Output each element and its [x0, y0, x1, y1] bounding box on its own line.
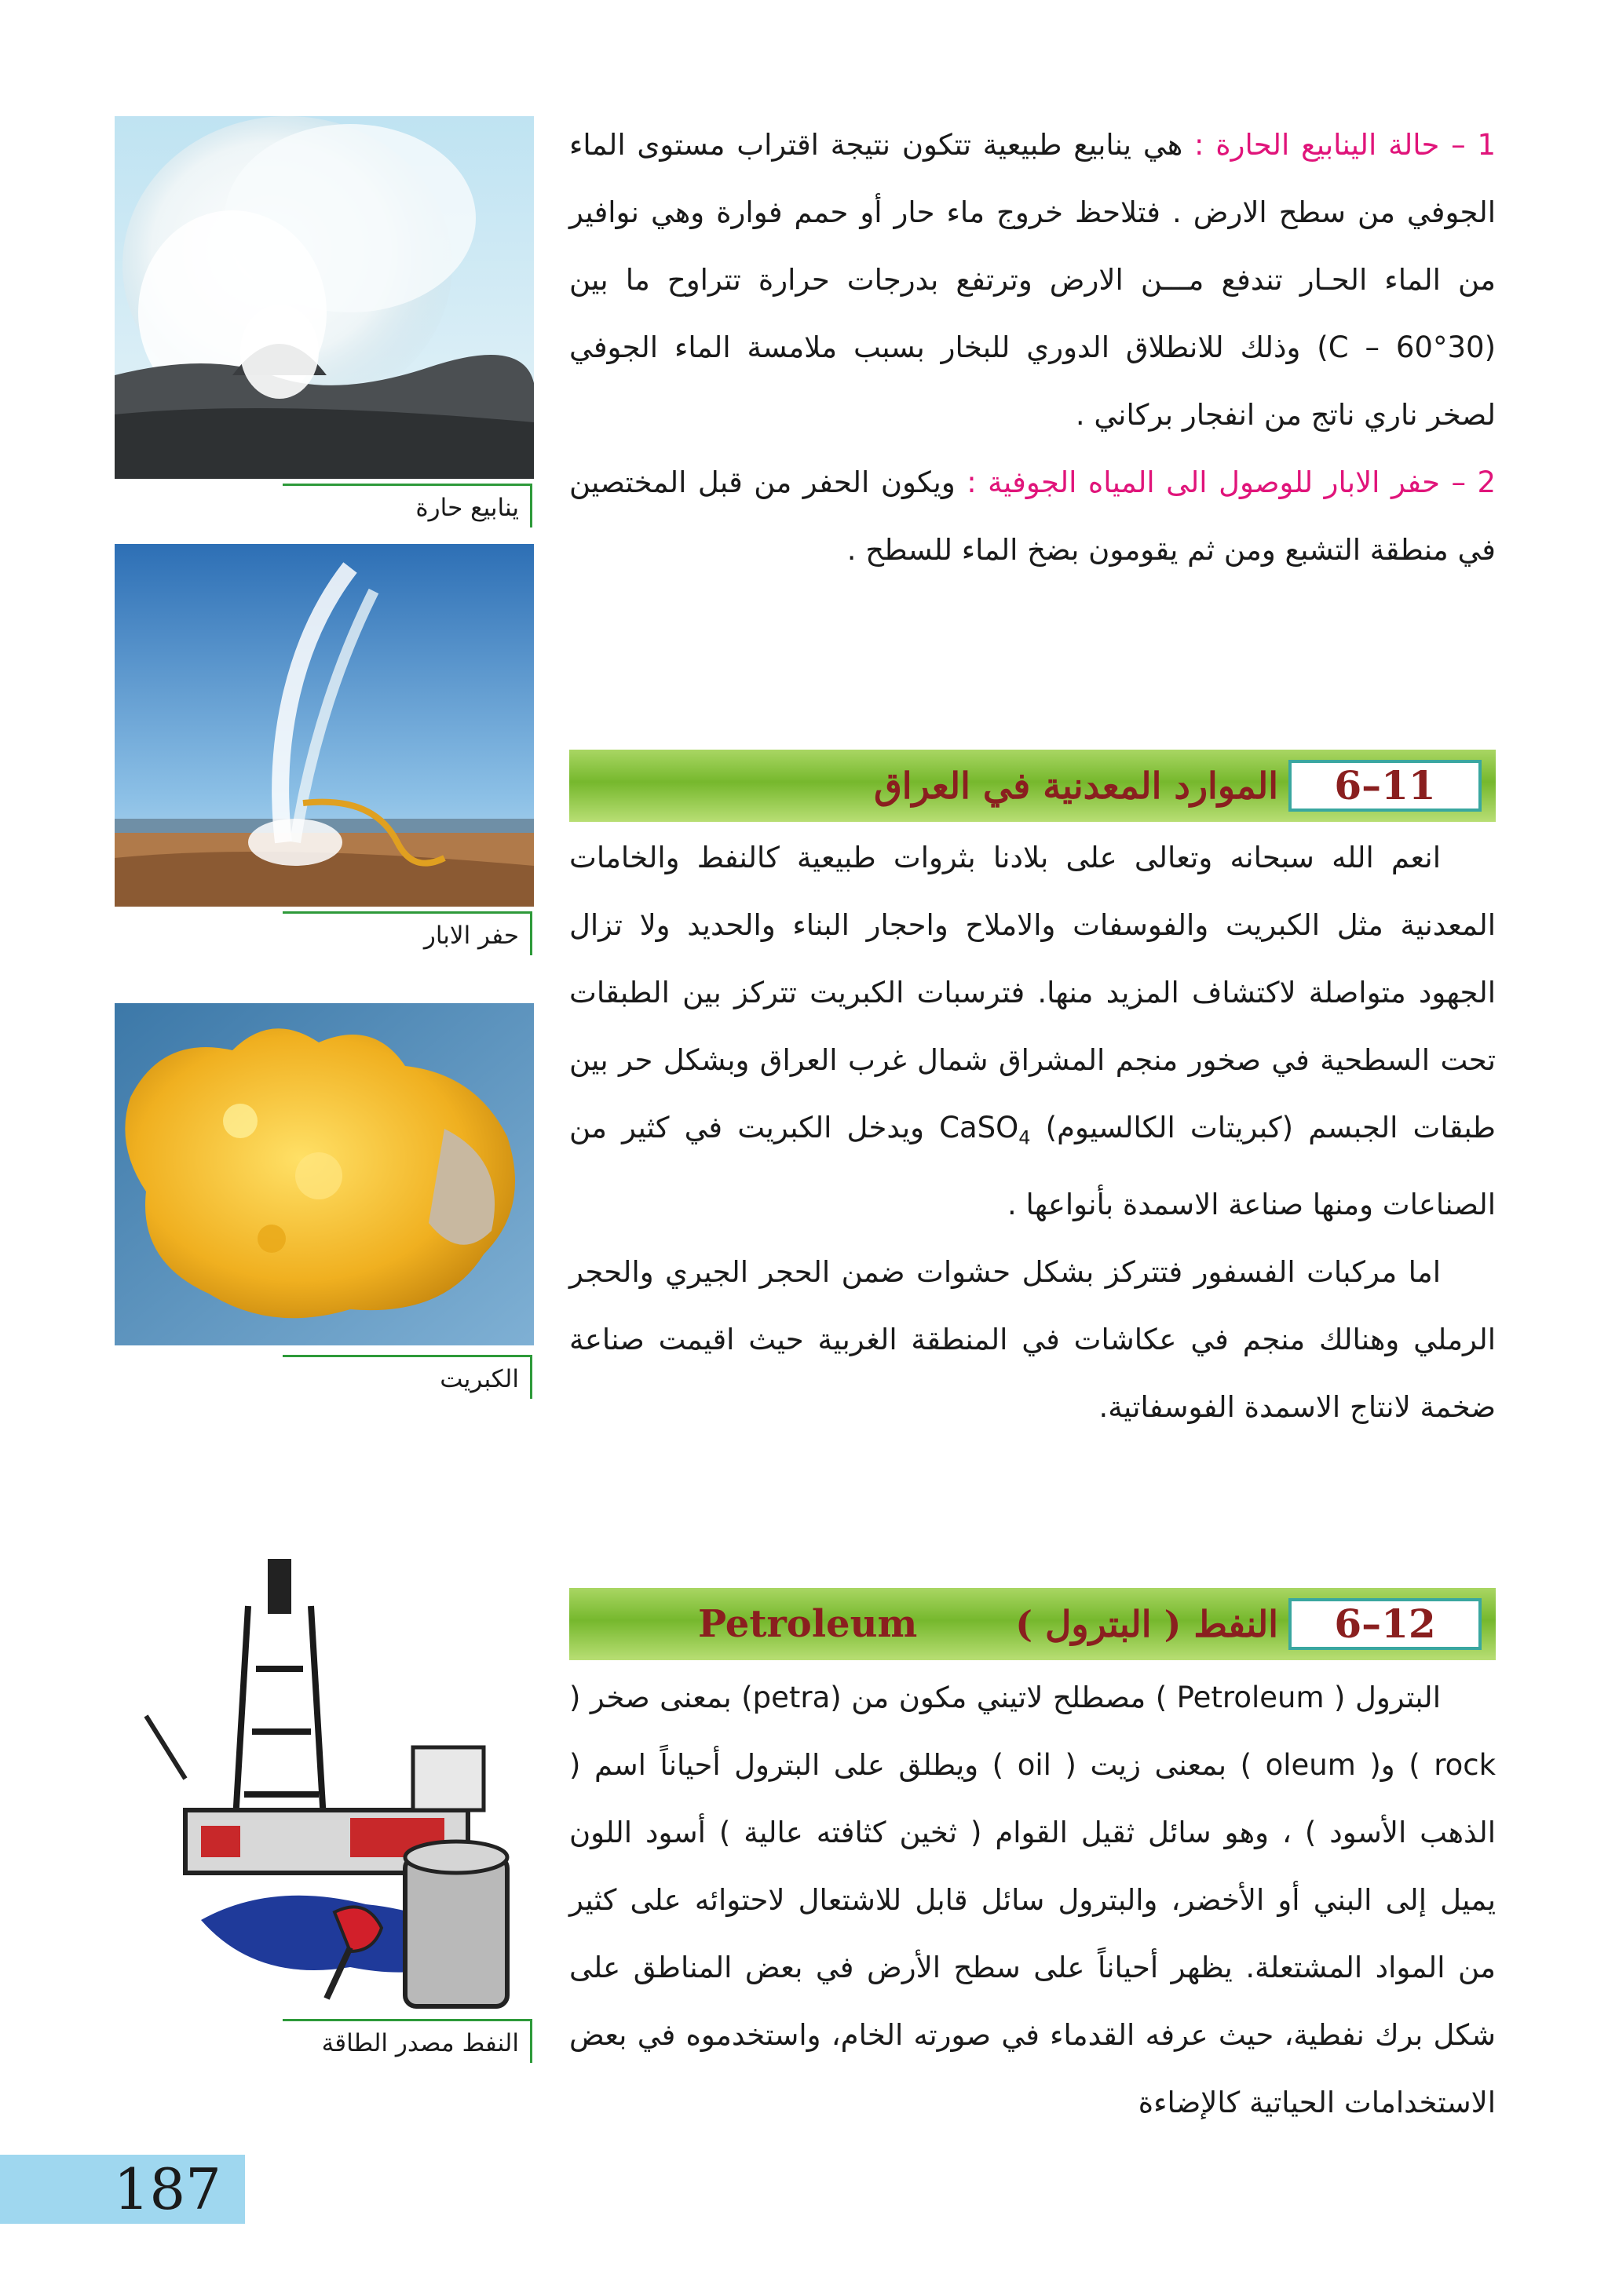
- item1-body: اقتراب مستوى الماء الجوفي من سطح الارض . فتلاحظ خروج ماء حار أو حمم فوارة وهي نوافير من الماء الحـار تندفع مـــن الارض وترتفع بدرجات حرارة تتراوح ما بين (30°C – 60) وذلك للانطلاق الدوري للبخار بسبب ملامسة الماء الجوفي لصخر ناري ناتج من انفجار بركاني .: [569, 128, 1496, 432]
- hot-springs-caption: ينابيع حارة: [283, 484, 532, 527]
- gypsum-formula: [939, 1111, 1031, 1149]
- item2-heading: 2 – حفر الابار للوصول الى المياه الجوفية :: [967, 465, 1496, 499]
- sulfur-photo: [115, 1003, 534, 1345]
- page-number: 187: [0, 2155, 245, 2224]
- section-11-text: [569, 824, 1496, 1441]
- section-11-header: [569, 750, 1496, 822]
- section-12-text: [569, 1664, 1496, 2137]
- sulfur-caption: الكبريت: [283, 1355, 532, 1399]
- section-12-para: البترول ( Petroleum ) مصطلح لاتيني مكون من (petra) بمعنى صخر ( rock ) و( oleum ) بمعنى زيت ( oil ) ويطلق على البترول أحياناً اسم ( الذهب الأسود ) ، وهو سائل ثقيل القوام ( ثخين كثافته عالية ) أسود اللون يميل إلى البني أو الأخضر، والبترول سائل قابل للاشتعال لاحتوائه على كثير من المواد المشتعلة. يظهر أحياناً على سطح الأرض في بعض المناطق على شكل برك نفطية، حيث عرفه القدماء في صورته الخام، واستخدموه في بعض الاستخدامات الحياتية كالإضاءة: [569, 1681, 1497, 2119]
- intro-text: [569, 111, 1496, 584]
- item1-heading: 1 – حالة الينابيع الحارة :: [1194, 128, 1496, 162]
- item2-body: ويكون الحفر من قبل المختصين في منطقة التشبع ومن ثم يقومون بضخ الماء للسطح .: [569, 465, 1496, 567]
- section-12-header: [569, 1588, 1496, 1660]
- section-12-number: 6–12: [1288, 1598, 1482, 1650]
- section-11-para2: اما مركبات الفسفور فتتركز بشكل حشوات ضمن الحجر الجيري والحجر الرملي وهنالك منجم في عكاشات في المنطقة الغربية حيث اقيمت صناعة ضخمة لانتاج الاسمدة الفوسفاتية.: [569, 1255, 1496, 1425]
- oil-caption: النفط مصدر الطاقة: [283, 2019, 532, 2063]
- wells-caption: حفر الابار: [283, 911, 532, 955]
- formula-subscript: 4: [1018, 1126, 1031, 1149]
- well-drilling-photo: [115, 544, 534, 907]
- formula-main: CaSO: [939, 1111, 1019, 1144]
- oil-rig-illustration: [115, 1543, 534, 2014]
- section-11-number: 6–11: [1288, 760, 1482, 812]
- section-12-title: النفط ( البترول ): [1015, 1603, 1278, 1645]
- hot-spring-photo: [115, 116, 534, 479]
- section-11-title: الموارد المعدنية في العراق: [874, 765, 1278, 807]
- item1-lead: هي ينابيع طبيعية تتكون نتيجة: [830, 128, 1195, 162]
- section-12-latin-title: Petroleum: [698, 1602, 918, 1646]
- section-11-para1a: انعم الله سبحانه وتعالى على بلادنا بثروات طبيعية كالنفط والخامات المعدنية مثل الكبريت والفوسفات والاملاح واحجار البناء والحديد ولا تزال الجهود متواصلة لاكتشاف المزيد منها. فترسبات الكبريت تتركز بين الطبقات تحت السطحية في صخور منجم المشراق شمال غرب العراق وبشكل حر بين طبقات الجبسم (كبريتات الكالسيوم): [569, 841, 1496, 1144]
- section-11-para1b: ويدخل الكبريت في كثير من الصناعات ومنها صناعة الاسمدة بأنواعها .: [569, 1111, 1496, 1222]
